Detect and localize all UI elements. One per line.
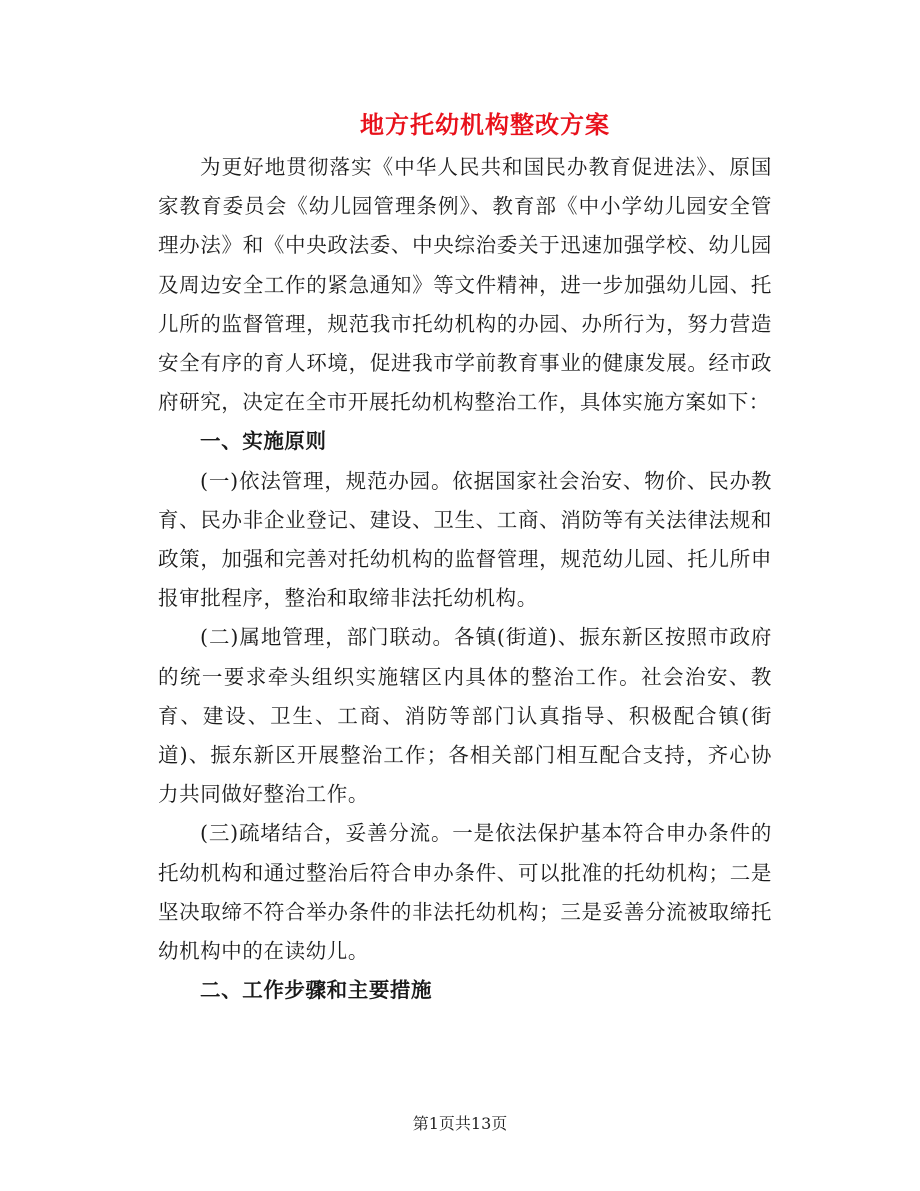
document-body (158, 148, 772, 1010)
principle-item-3: (三)疏堵结合，妥善分流。一是依法保护基本符合申办条件的托幼机构和通过整治后符合申办条件、可以批准的托幼机构；二是坚决取缔不符合举办条件的非法托幼机构；三是妥善分流被取缔托幼机构中的在读幼儿。 (158, 821, 772, 964)
principle-item-2: (二)属地管理，部门联动。各镇(街道)、振东新区按照市政府的统一要求牵头组织实施辖区内具体的整治工作。社会治安、教育、建设、卫生、工商、消防等部门认真指导、积极配合镇(街道)、振东新区开展整治工作；各相关部门相互配合支持，齐心协力共同做好整治工作。 (158, 625, 772, 807)
page-number-footer: 第1页共13页 (412, 1114, 508, 1133)
section-heading-steps: 二、工作步骤和主要措施 (200, 978, 433, 1003)
intro-paragraph: 为更好地贯彻落实《中华人民共和国民办教育促进法》、原国家教育委员会《幼儿园管理条例》、教育部《中小学幼儿园安全管理办法》和《中央政法委、中央综治委关于迅速加强学校、幼儿园及周边安全工作的紧急通知》等文件精神，进一步加强幼儿园、托儿所的监督管理，规范我市托幼机构的办园、办所行为，努力营造安全有序的育人环境，促进我市学前教育事业的健康发展。经市政府研究，决定在全市开展托幼机构整治工作，具体实施方案如下： (158, 155, 772, 415)
principle-item-1: (一)依法管理，规范办园。依据国家社会治安、物价、民办教育、民办非企业登记、建设、卫生、工商、消防等有关法律法规和政策，加强和完善对托幼机构的监督管理，规范幼儿园、托儿所申报审批程序，整治和取缔非法托幼机构。 (158, 468, 772, 611)
document-title: 地方托幼机构整改方案 (360, 110, 610, 139)
section-heading-principles: 一、实施原则 (200, 429, 327, 454)
